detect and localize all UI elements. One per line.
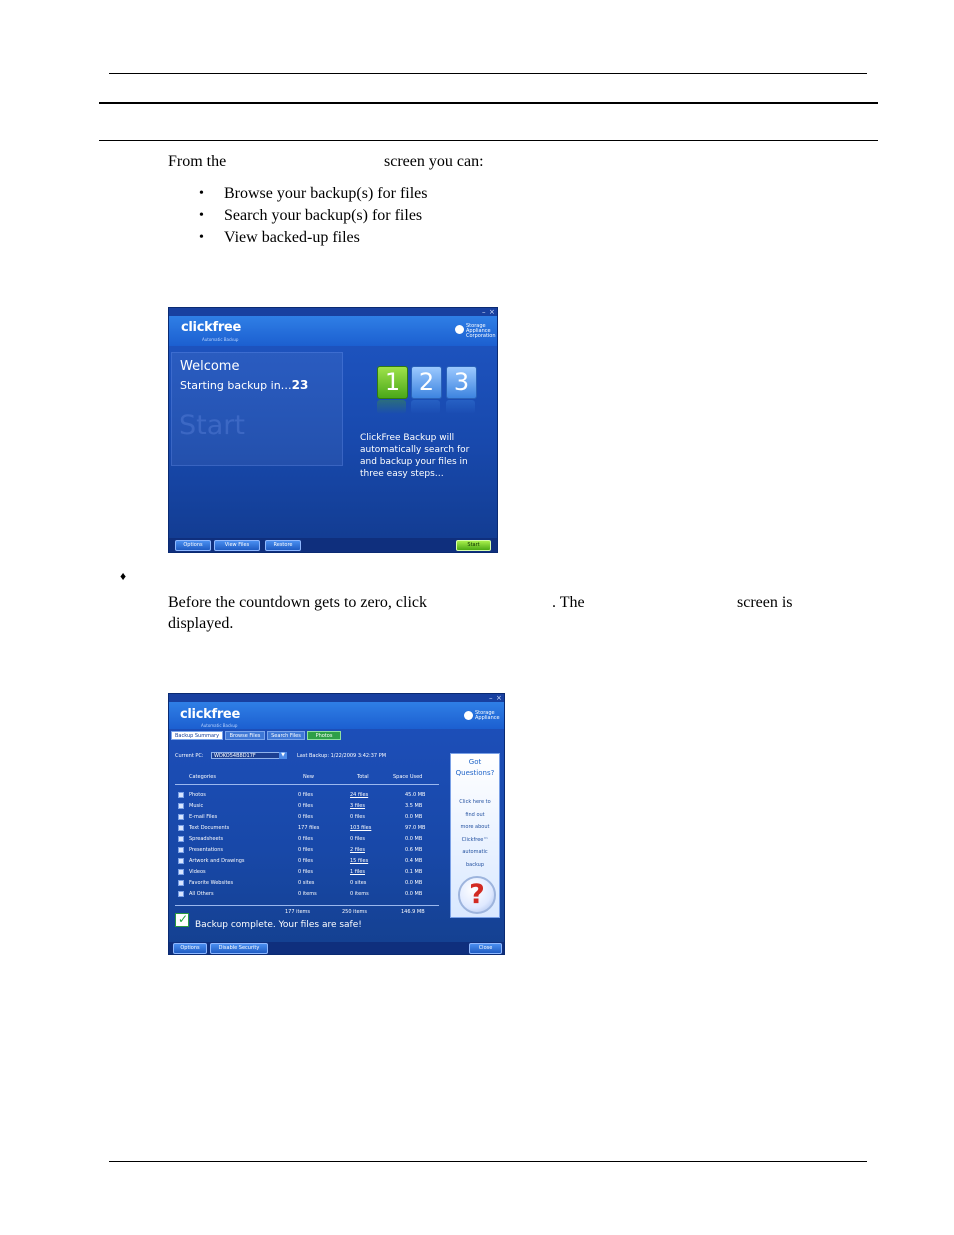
category-total[interactable]: 1 files bbox=[350, 869, 365, 875]
section-rule-thin bbox=[99, 140, 878, 141]
start-watermark: Start bbox=[179, 410, 245, 441]
category-icon bbox=[178, 858, 184, 864]
category-new: 0 sites bbox=[298, 880, 315, 886]
tab-search-files[interactable]: Search Files bbox=[267, 731, 305, 740]
category-new: 0 files bbox=[298, 869, 313, 875]
category-new: 0 files bbox=[298, 792, 313, 798]
feature-item: • View backed-up files bbox=[196, 227, 428, 249]
total-new: 177 items bbox=[285, 909, 311, 915]
step-reflection bbox=[411, 400, 440, 414]
help-link-text[interactable]: Click here to find out more about Clickfree™ automatic backup bbox=[459, 799, 491, 868]
chevron-down-icon[interactable]: ▼ bbox=[279, 752, 287, 759]
footer-rule bbox=[109, 1161, 867, 1162]
totals-divider bbox=[175, 905, 439, 906]
category-space: 0.1 MB bbox=[405, 869, 423, 875]
step-reflection bbox=[377, 400, 406, 414]
feature-item: • Browse your backup(s) for files bbox=[196, 183, 428, 205]
intro-text-before: From the bbox=[168, 153, 227, 170]
minimize-icon[interactable]: – bbox=[482, 308, 486, 316]
storage-appliance-icon bbox=[464, 711, 473, 720]
intro-text-after: screen you can: bbox=[384, 153, 484, 170]
category-name: Presentations bbox=[189, 847, 224, 853]
view-files-button[interactable]: View Files bbox=[214, 540, 260, 551]
category-new: 177 files bbox=[298, 825, 320, 831]
tab-browse-files[interactable]: Browse Files bbox=[225, 731, 265, 740]
column-header-total: Total bbox=[357, 774, 369, 780]
step-reflection bbox=[446, 400, 475, 414]
logo-tagline: Automatic Backup bbox=[202, 337, 239, 342]
minimize-icon[interactable]: – bbox=[489, 694, 493, 702]
countdown-value: 23 bbox=[291, 378, 309, 392]
category-name: Photos bbox=[189, 792, 206, 798]
category-new: 0 files bbox=[298, 847, 313, 853]
category-icon bbox=[178, 803, 184, 809]
category-total: 0 items bbox=[350, 891, 369, 897]
category-new: 0 files bbox=[298, 803, 313, 809]
category-name: Videos bbox=[189, 869, 206, 875]
options-button[interactable]: Options bbox=[173, 943, 207, 954]
current-pc-value: WDKO54B8D17F bbox=[214, 753, 256, 759]
step-3-icon: 3 bbox=[446, 366, 477, 399]
category-total[interactable]: 103 files bbox=[350, 825, 372, 831]
category-name: Text Documents bbox=[189, 825, 230, 831]
category-total[interactable]: 3 files bbox=[350, 803, 365, 809]
logo-tagline: Automatic Backup bbox=[201, 723, 238, 728]
start-button[interactable]: Start bbox=[456, 540, 491, 551]
category-total[interactable]: 24 files bbox=[350, 792, 369, 798]
category-space: 0.0 MB bbox=[405, 814, 423, 820]
category-new: 0 files bbox=[298, 814, 313, 820]
category-name: Music bbox=[189, 803, 204, 809]
category-total: 0 files bbox=[350, 836, 365, 842]
title-bar bbox=[169, 308, 497, 316]
category-icon bbox=[178, 836, 184, 842]
category-name: Favorite Websites bbox=[189, 880, 234, 886]
storage-appliance-icon bbox=[455, 325, 464, 334]
checkmark-icon: ✓ bbox=[175, 913, 189, 927]
category-new: 0 files bbox=[298, 858, 313, 864]
button-bar bbox=[169, 942, 504, 954]
window-header bbox=[169, 702, 504, 729]
category-total: 0 sites bbox=[350, 880, 367, 886]
current-pc-select[interactable] bbox=[211, 752, 287, 759]
button-bar bbox=[169, 538, 497, 552]
category-icon bbox=[178, 847, 184, 853]
category-icon bbox=[178, 792, 184, 798]
disable-security-button[interactable]: Disable Security bbox=[210, 943, 268, 954]
category-space: 97.0 MB bbox=[405, 825, 426, 831]
clickfree-logo: clickfree bbox=[181, 320, 241, 335]
header-divider bbox=[175, 784, 439, 785]
tab-photos[interactable]: Photos bbox=[307, 731, 341, 740]
category-space: 0.0 MB bbox=[405, 891, 423, 897]
question-mark-icon[interactable]: ? bbox=[458, 876, 496, 914]
category-icon bbox=[178, 814, 184, 820]
category-new: 0 items bbox=[298, 891, 317, 897]
title-bar bbox=[169, 694, 504, 702]
feature-list bbox=[196, 183, 428, 249]
category-name: Spreadsheets bbox=[189, 836, 224, 842]
column-header-categories: Categories bbox=[189, 774, 216, 780]
category-space: 0.4 MB bbox=[405, 858, 423, 864]
category-name: Artwork and Drawings bbox=[189, 858, 245, 864]
welcome-window bbox=[168, 307, 498, 553]
total-space: 146.9 MB bbox=[401, 909, 425, 915]
step-text-mid: . The bbox=[552, 594, 585, 611]
close-icon[interactable]: × bbox=[496, 694, 502, 702]
category-space: 3.5 MB bbox=[405, 803, 423, 809]
backup-summary-window bbox=[168, 693, 505, 955]
step-text-end: displayed. bbox=[168, 615, 234, 632]
step-2-icon: 2 bbox=[411, 366, 442, 399]
top-rule bbox=[109, 73, 867, 74]
close-button[interactable]: Close bbox=[469, 943, 502, 954]
last-backup: Last Backup: 1/22/2009 3:42:37 PM bbox=[297, 753, 387, 759]
category-space: 45.0 MB bbox=[405, 792, 426, 798]
feature-item: • Search your backup(s) for files bbox=[196, 205, 428, 227]
category-total[interactable]: 2 files bbox=[350, 847, 365, 853]
category-total[interactable]: 15 files bbox=[350, 858, 369, 864]
category-total: 0 files bbox=[350, 814, 365, 820]
category-icon bbox=[178, 891, 184, 897]
category-icon bbox=[178, 880, 184, 886]
step-1-icon: 1 bbox=[377, 366, 408, 399]
category-icon bbox=[178, 869, 184, 875]
column-header-new: New bbox=[303, 774, 314, 780]
close-icon[interactable]: × bbox=[489, 308, 495, 316]
step-marker: ♦ bbox=[120, 569, 127, 583]
category-new: 0 files bbox=[298, 836, 313, 842]
current-pc-label: Current PC: bbox=[175, 753, 204, 759]
tab-backup-summary[interactable]: Backup Summary bbox=[171, 731, 223, 740]
column-header-space: Space Used bbox=[393, 774, 423, 780]
step-text-after: screen is bbox=[737, 594, 793, 611]
help-heading: Got Questions? bbox=[455, 758, 495, 777]
help-panel[interactable] bbox=[450, 753, 500, 918]
storage-appliance-logo: Storage Appliance bbox=[475, 710, 500, 721]
total-files: 250 items bbox=[342, 909, 368, 915]
category-icon bbox=[178, 825, 184, 831]
options-button[interactable]: Options bbox=[175, 540, 211, 551]
step-text-before: Before the countdown gets to zero, click bbox=[168, 594, 428, 611]
category-name: All Others bbox=[189, 891, 214, 897]
category-name: E-mail Files bbox=[189, 814, 218, 820]
clickfree-logo: clickfree bbox=[180, 707, 240, 722]
restore-button[interactable]: Restore bbox=[265, 540, 301, 551]
window-header bbox=[169, 316, 497, 346]
storage-appliance-logo: Storage Appliance Corporation bbox=[466, 323, 496, 339]
backup-complete-message: Backup complete. Your files are safe! bbox=[195, 920, 362, 930]
category-space: 0.0 MB bbox=[405, 880, 423, 886]
category-space: 0.0 MB bbox=[405, 836, 423, 842]
welcome-heading: Welcome bbox=[180, 359, 240, 374]
countdown-label: Starting backup in…23 bbox=[180, 378, 309, 392]
welcome-description: ClickFree Backup will automatically search for and backup your files in three easy steps… bbox=[360, 433, 470, 479]
section-rule-thick bbox=[99, 102, 878, 104]
category-space: 0.6 MB bbox=[405, 847, 423, 853]
